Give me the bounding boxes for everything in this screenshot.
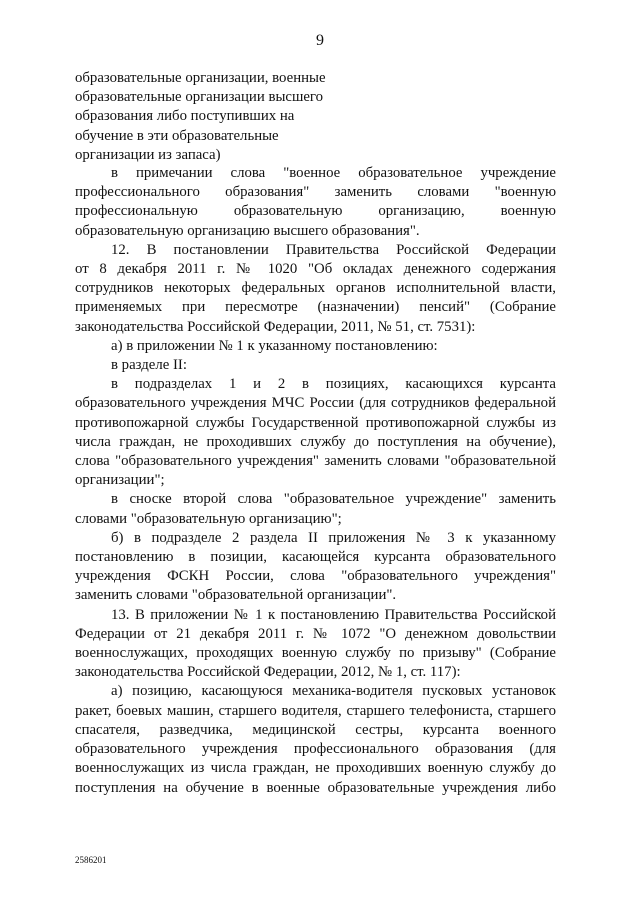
paragraph-line: военнослужащих, проходящих военную службу по призыву" (Собрание xyxy=(75,645,556,662)
paragraph-line: организации"; xyxy=(75,472,165,489)
paragraph-line: а) в приложении № 1 к указанному постановлению: xyxy=(111,337,438,354)
intro-line: образования либо поступивших на xyxy=(75,108,295,125)
paragraph-line: профессионального образования" заменить словами "военную xyxy=(75,184,556,201)
paragraph-line: 12. В постановлении Правительства Российской Федерации xyxy=(111,241,556,258)
paragraph xyxy=(75,337,556,356)
paragraph-line: числа граждан, не проходивших службу до поступления на обучение), xyxy=(75,433,556,450)
paragraph xyxy=(75,375,556,490)
paragraph-line: ракет, боевых машин, старшего водителя, старшего телефониста, старшего xyxy=(75,702,556,719)
paragraph xyxy=(75,529,556,606)
paragraph-line: Федерации от 21 декабря 2011 г. № 1072 "О денежном довольствии xyxy=(75,625,556,642)
page-number: 9 xyxy=(316,32,324,49)
intro-block xyxy=(75,69,345,165)
paragraph-line: в разделе II: xyxy=(111,357,187,374)
paragraph xyxy=(75,490,556,528)
paragraph-line: образовательного учреждения профессионального образования (для xyxy=(75,741,556,758)
document-body xyxy=(75,164,556,798)
paragraph xyxy=(75,356,556,375)
paragraph-line: законодательства Российской Федерации, 2011, № 51, ст. 7531): xyxy=(75,318,476,335)
paragraph-line: в подразделах 1 и 2 в позициях, касающихся курсанта xyxy=(111,376,556,393)
paragraph-line: профессиональную образовательную организацию, военную xyxy=(75,203,556,220)
paragraph-line: образовательного учреждения МЧС России (для сотрудников федеральной xyxy=(75,395,556,412)
paragraph-line: б) в подразделе 2 раздела II приложения № 3 к указанному xyxy=(111,529,556,546)
paragraph-line: постановлению в позиции, касающейся курсанта образовательного xyxy=(75,549,556,566)
paragraph-line: учреждения ФСКН России, слова "образовательного учреждения" xyxy=(75,568,556,585)
paragraph-line: военнослужащих из числа граждан, не проходивших военную службу до xyxy=(75,760,556,777)
paragraph xyxy=(75,241,556,337)
paragraph xyxy=(75,682,556,797)
paragraph-line: слова "образовательного учреждения" заменить словами "образовательной xyxy=(75,453,556,470)
paragraph xyxy=(75,164,556,241)
paragraph-line: применяемых при пересмотре (назначении) пенсий" (Собрание xyxy=(75,299,556,316)
paragraph-line: словами "образовательную организацию"; xyxy=(75,510,342,527)
paragraph-line: а) позицию, касающуюся механика-водителя пусковых установок xyxy=(111,683,556,700)
intro-line: образовательные организации высшего xyxy=(75,89,324,106)
paragraph-line: 13. В приложении № 1 к постановлению Правительства Российской xyxy=(111,606,556,623)
paragraph-line: образовательную организацию высшего образования". xyxy=(75,222,420,239)
paragraph-line: спасателя, разведчика, медицинской сестры, курсанта военного xyxy=(75,721,556,738)
paragraph-line: сотрудников некоторых федеральных органов исполнительной власти, xyxy=(75,280,556,297)
document-code: 2586201 xyxy=(75,855,107,865)
paragraph-line: в сноске второй слова "образовательное учреждение" заменить xyxy=(111,491,556,508)
paragraph-line: противопожарной службы Государственной противопожарной службы из xyxy=(75,414,556,431)
paragraph xyxy=(75,606,556,683)
paragraph-line: заменить словами "образовательной организации". xyxy=(75,587,397,604)
intro-line: образовательные организации, военные xyxy=(75,70,326,86)
paragraph-line: поступления на обучение в военные образовательные учреждения либо xyxy=(75,779,556,796)
intro-line: обучение в эти образовательные xyxy=(75,127,279,144)
paragraph-line: законодательства Российской Федерации, 2012, № 1, ст. 117): xyxy=(75,664,461,681)
paragraph-line: в примечании слова "военное образовательное учреждение xyxy=(111,165,556,181)
intro-line: организации из запаса) xyxy=(75,146,221,163)
paragraph-line: от 8 декабря 2011 г. № 1020 "Об окладах денежного содержания xyxy=(75,261,556,278)
